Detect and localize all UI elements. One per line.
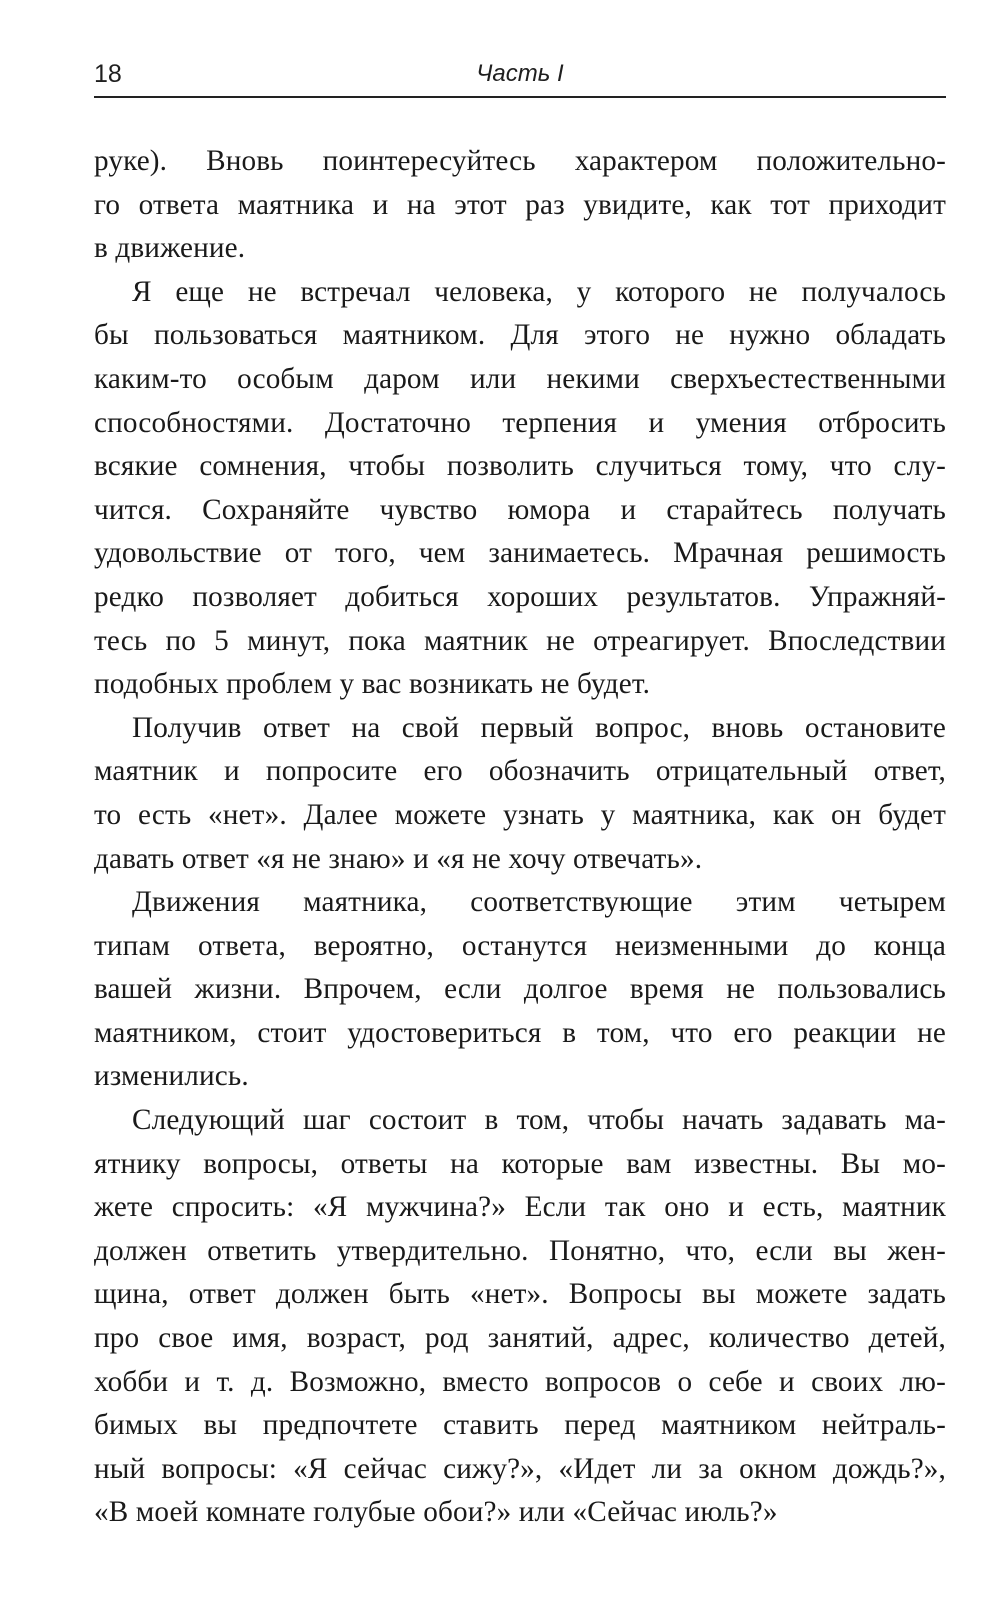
text-line: всякие сомнения, чтобы позволить случиться тому, что слу- bbox=[94, 450, 946, 483]
text-line: каким-то особым даром или некими сверхъестественными bbox=[94, 362, 946, 395]
paragraph bbox=[94, 707, 946, 881]
text-line: подобных проблем у вас возникать не будет. bbox=[94, 668, 651, 701]
text-line: бы пользоваться маятником. Для этого не нужно обладать bbox=[94, 319, 946, 352]
text-line: Следующий шаг состоит в том, чтобы начать задавать ма- bbox=[132, 1104, 946, 1137]
text-line: то есть «нет». Далее можете узнать у маятника, как он будет bbox=[94, 798, 946, 831]
paragraph bbox=[94, 271, 946, 707]
text-line: типам ответа, вероятно, останутся неизменными до конца bbox=[94, 929, 946, 962]
text-line: Я еще не встречал человека, у которого не получалось bbox=[132, 275, 946, 308]
page-number: 18 bbox=[94, 60, 122, 88]
text-line: тесь по 5 минут, пока маятник не отреагирует. Впоследствии bbox=[94, 624, 946, 657]
text-line: редко позволяет добиться хороших результатов. Упражняй- bbox=[94, 580, 946, 613]
body-text bbox=[94, 140, 946, 1535]
running-head: Часть I bbox=[476, 60, 564, 87]
text-line: «В моей комнате голубые обои?» или «Сейчас июль?» bbox=[94, 1496, 778, 1529]
text-line: маятником, стоит удостовериться в том, что его реакции не bbox=[94, 1016, 946, 1049]
header-rule bbox=[94, 96, 946, 98]
text-line: Движения маятника, соответствующие этим четырем bbox=[132, 886, 946, 919]
text-line: вашей жизни. Впрочем, если долгое время не пользовались bbox=[94, 973, 946, 1006]
text-line: чится. Сохраняйте чувство юмора и старайтесь получать bbox=[94, 493, 946, 526]
text-line: удовольствие от того, чем занимаетесь. Мрачная решимость bbox=[94, 537, 946, 570]
text-line: ятнику вопросы, ответы на которые вам известны. Вы мо- bbox=[94, 1147, 946, 1180]
text-line: должен ответить утвердительно. Понятно, что, если вы жен- bbox=[94, 1234, 946, 1267]
text-line: ный вопросы: «Я сейчас сижу?», «Идет ли за окном дождь?», bbox=[94, 1452, 946, 1485]
text-line: щина, ответ должен быть «нет». Вопросы вы можете задать bbox=[94, 1278, 946, 1311]
text-line: про свое имя, возраст, род занятий, адрес, количество детей, bbox=[94, 1322, 946, 1355]
text-line: в движение. bbox=[94, 232, 246, 265]
text-line: маятник и попросите его обозначить отрицательный ответ, bbox=[94, 755, 946, 788]
text-line: способностями. Достаточно терпения и умения отбросить bbox=[94, 406, 946, 439]
text-line: хобби и т. д. Возможно, вместо вопросов о себе и своих лю- bbox=[94, 1365, 946, 1398]
paragraph bbox=[94, 1099, 946, 1535]
text-line: изменились. bbox=[94, 1060, 249, 1093]
page-header bbox=[94, 58, 946, 94]
paragraph bbox=[94, 881, 946, 1099]
text-line: Получив ответ на свой первый вопрос, вновь остановите bbox=[132, 711, 946, 744]
text-line: руке). Вновь поинтересуйтесь характером положительно- bbox=[94, 145, 946, 177]
text-line: давать ответ «я не знаю» и «я не хочу отвечать». bbox=[94, 842, 703, 875]
text-line: жете спросить: «Я мужчина?» Если так оно и есть, маятник bbox=[94, 1191, 946, 1224]
text-line: го ответа маятника и на этот раз увидите, как тот приходит bbox=[94, 188, 946, 221]
text-line: бимых вы предпочтете ставить перед маятником нейтраль- bbox=[94, 1409, 946, 1442]
paragraph bbox=[94, 140, 946, 271]
